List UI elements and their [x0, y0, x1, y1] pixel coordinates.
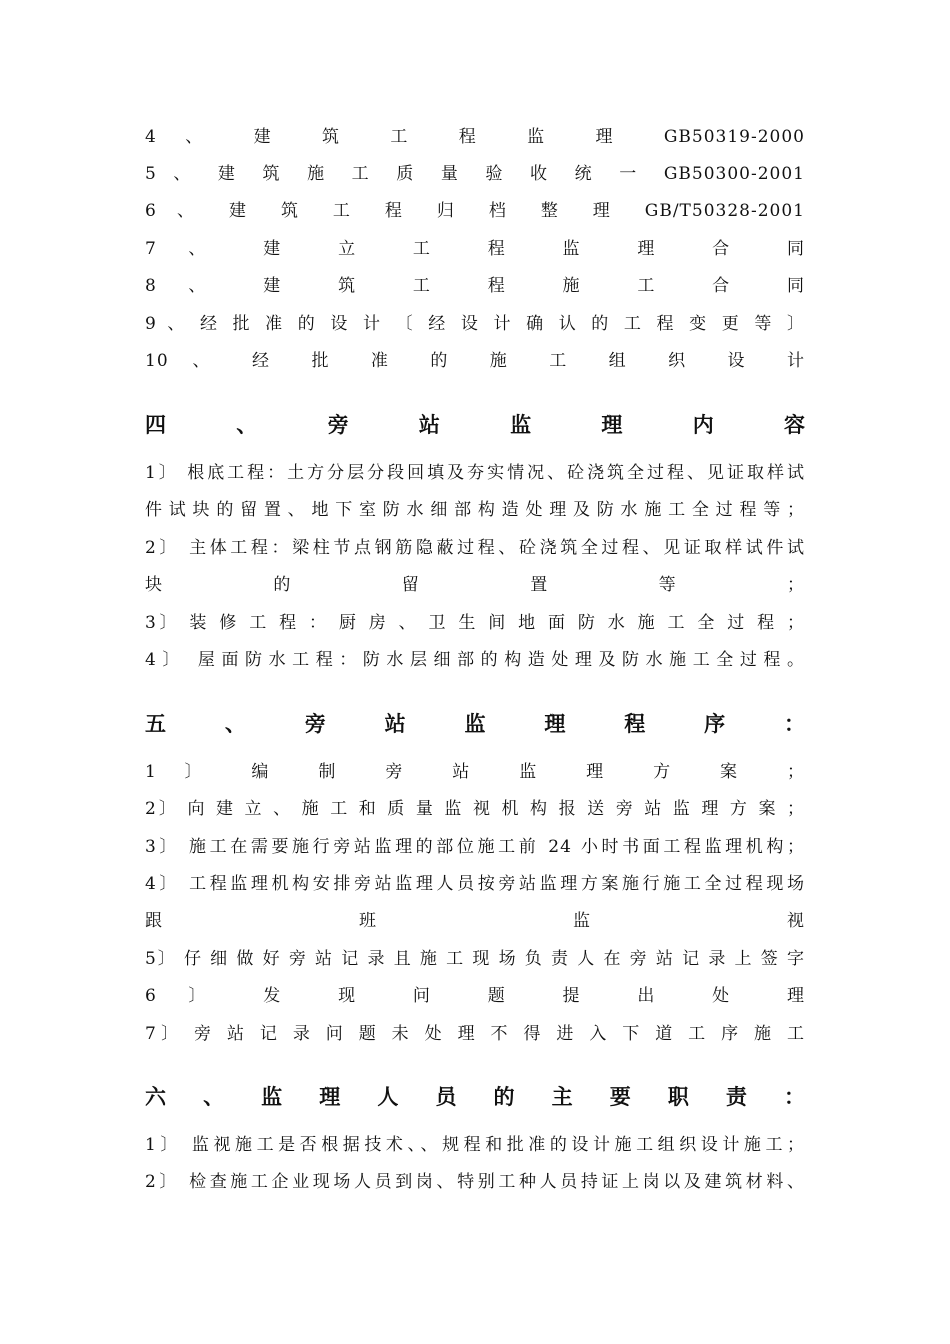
paragraph-line: 1〕 根底工程：土方分层分段回填及夯实情况、砼浇筑全过程、见证取样试	[145, 463, 805, 483]
paragraph-line: 件试块的留置、地下室防水细部构造处理及防水施工全过程等；	[145, 500, 805, 520]
reference-item: 8 、 建 筑 工 程 施 工 合 同	[145, 276, 805, 296]
paragraph-line: 6 〕 发 现 问 题 提 出 处 理	[145, 986, 805, 1006]
section-heading-4: 四 、 旁 站 监 理 内 容	[145, 412, 805, 437]
paragraph-line: 2〕 检查施工企业现场人员到岗、特别工种人员持证上岗以及建筑材料、	[145, 1172, 805, 1192]
paragraph-line: 1〕 监视施工是否根据技术、、规程和批准的设计施工组织设计施工；	[145, 1135, 805, 1155]
paragraph-line: 跟 班 监 视	[145, 911, 805, 931]
reference-item: 6 、 建 筑 工 程 归 档 整 理 GB/T50328-2001	[145, 201, 805, 221]
section-heading-5: 五 、 旁 站 监 理 程 序 ：	[145, 711, 805, 736]
reference-item: 10 、 经 批 准 的 施 工 组 织 设 计	[145, 351, 805, 371]
paragraph-line: 3〕 施工在需要施行旁站监理的部位施工前 24 小时书面工程监理机构；	[145, 837, 805, 857]
section-heading-6: 六 、 监 理 人 员 的 主 要 职 责 ：	[145, 1084, 805, 1109]
reference-item: 5 、 建 筑 施 工 质 量 验 收 统 一 GB50300-2001	[145, 164, 805, 184]
paragraph-line: 块 的 留 置 等 ；	[145, 575, 805, 595]
reference-item: 7 、 建 立 工 程 监 理 合 同	[145, 239, 805, 259]
paragraph-line: 3〕 装 修 工 程 ： 厨 房 、 卫 生 间 地 面 防 水 施 工 全 过 程 ；	[145, 613, 805, 633]
paragraph-line: 2〕 主体工程：梁柱节点钢筋隐蔽过程、砼浇筑全过程、见证取样试件试	[145, 538, 805, 558]
paragraph-line: 7〕 旁 站 记 录 问 题 未 处 理 不 得 进 入 下 道 工 序 施 工	[145, 1024, 805, 1044]
paragraph-line: 2〕 向 建 立 、 施 工 和 质 量 监 视 机 构 报 送 旁 站 监 理 方 案 ；	[145, 799, 805, 819]
paragraph-line: 4〕 工程监理机构安排旁站监理人员按旁站监理方案施行施工全过程现场	[145, 874, 805, 894]
paragraph-line: 4〕 屋面防水工程：防水层细部的构造处理及防水施工全过程。	[145, 650, 805, 670]
paragraph-line: 1 〕 编 制 旁 站 监 理 方 案 ；	[145, 762, 805, 782]
reference-item: 4 、 建 筑 工 程 监 理 GB50319-2000	[145, 127, 805, 147]
paragraph-line: 5〕 仔 细 做 好 旁 站 记 录 且 施 工 现 场 负 责 人 在 旁 站 记 录 上 签 字	[145, 949, 805, 969]
reference-item: 9 、 经 批 准 的 设 计 〔 经 设 计 确 认 的 工 程 变 更 等 〕	[145, 314, 805, 334]
